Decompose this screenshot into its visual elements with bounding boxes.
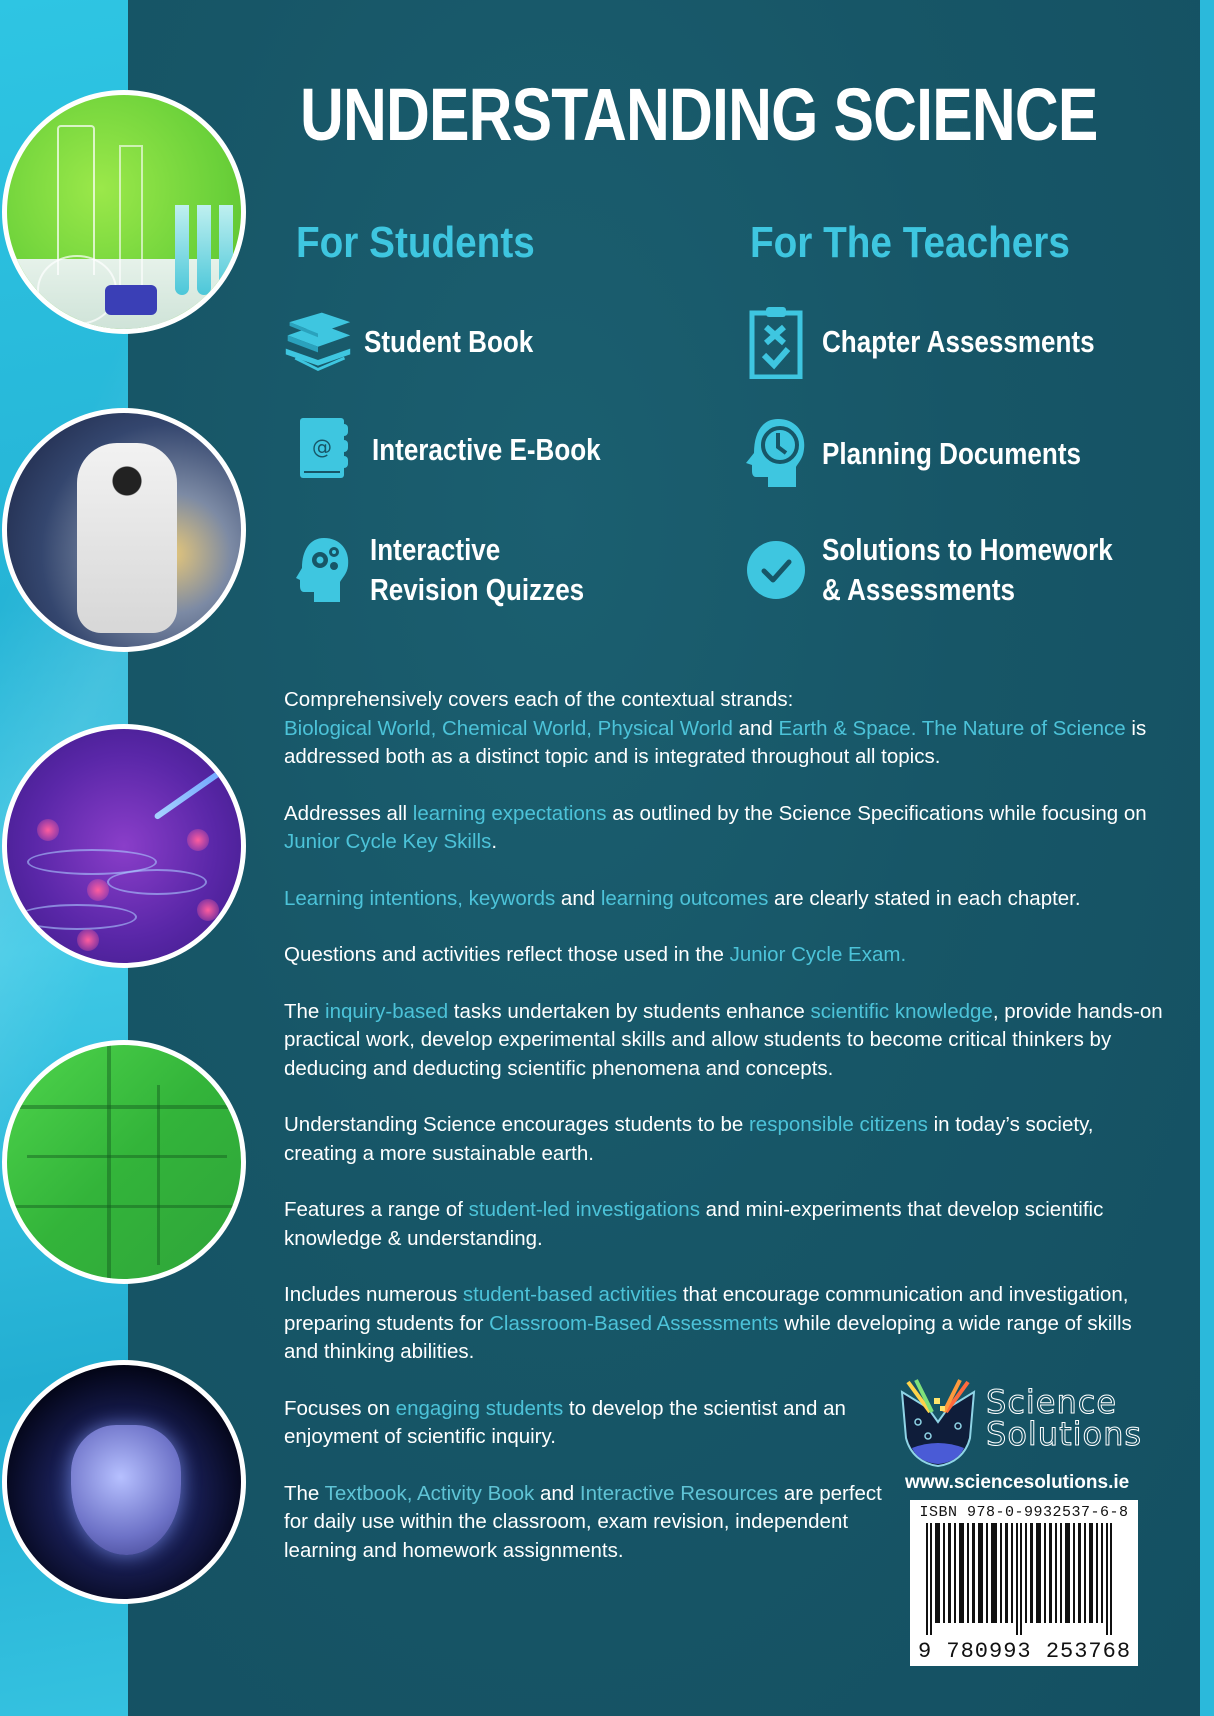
publisher-logo	[898, 1378, 1158, 1468]
ebook-at-icon	[290, 414, 362, 486]
feature-solutions	[740, 530, 1168, 610]
teachers-heading: For The Teachers	[750, 218, 1070, 267]
isbn-barcode	[910, 1500, 1138, 1666]
feature-label: Interactive Revision Quizzes	[370, 532, 585, 607]
page-title: UNDERSTANDING SCIENCE	[300, 73, 1098, 156]
barcode-bars	[926, 1523, 1132, 1635]
feature-label: Interactive E-Book	[372, 432, 601, 467]
circuit-board-photo	[2, 1040, 246, 1284]
feature-interactive-ebook	[290, 414, 644, 486]
feature-label: Solutions to Homework & Assessments	[822, 532, 1113, 607]
svg-text:@: @	[312, 435, 332, 459]
petri-dish-photo	[2, 724, 246, 968]
check-circle-icon	[740, 534, 812, 606]
feature-label: Student Book	[364, 324, 534, 359]
isbn-label: ISBN 978-0-9932537-6-8	[919, 1504, 1129, 1521]
head-clock-icon	[740, 418, 812, 490]
paragraph-inquiry: The inquiry-based tasks undertaken by students enhance scientific knowledge, provide hands-on practical work, develop experimental skills and allow students to become critical thinkers by deducing and deducting scientific phenomena and concepts.	[284, 999, 1163, 1080]
feature-revision-quizzes	[288, 530, 625, 610]
paragraph-investigations: Features a range of student-led investigations and mini-experiments that develop scientific knowledge & understanding.	[284, 1198, 1104, 1250]
publisher-name: Science Solutions	[986, 1383, 1143, 1453]
paragraph-strands: Comprehensively covers each of the contextual strands: Biological World, Chemical World, Physical World and Earth & Space. The Nature of Science is addressed both as a distinct topic and is integrated throughout all topics.	[284, 688, 1147, 768]
paragraph-exam: Questions and activities reflect those used in the Junior Cycle Exam.	[284, 943, 907, 966]
clipboard-check-icon	[740, 306, 812, 378]
feature-planning-documents	[740, 418, 1130, 490]
paragraph-learning-expectations: Addresses all learning expectations as outlined by the Science Specifications while focusing on Junior Cycle Key Skills.	[284, 801, 1147, 853]
lab-glassware-photo	[2, 90, 246, 334]
paragraph-engaging: Focuses on engaging students to develop the scientist and an enjoyment of scientific inquiry.	[284, 1396, 846, 1448]
astronaut-photo	[2, 408, 246, 652]
books-stack-icon	[282, 306, 354, 378]
feature-label: Planning Documents	[822, 436, 1081, 471]
barcode-number: 9 780993 253768	[918, 1639, 1132, 1664]
right-edge-strip	[1200, 0, 1214, 1716]
paragraph-learning-intentions: Learning intentions, keywords and learning outcomes are clearly stated in each chapter.	[284, 886, 1081, 910]
feature-student-book	[282, 306, 566, 378]
shield-logo-icon	[898, 1378, 978, 1468]
students-heading: For Students	[296, 218, 535, 267]
paragraph-citizens: Understanding Science encourages students to be responsible citizens in today’s society, creating a more sustainable earth.	[284, 1113, 1094, 1165]
head-gears-icon	[288, 534, 360, 606]
feature-chapter-assessments	[740, 306, 1147, 378]
paragraph-resources: The Textbook, Activity Book and Interactive Resources are perfect for daily use within the classroom, exam revision, independent learning and homework assignments.	[284, 1481, 882, 1562]
feature-label: Chapter Assessments	[822, 324, 1095, 359]
heart-xray-photo	[2, 1360, 246, 1604]
publisher-url[interactable]: www.sciencesolutions.ie	[905, 1472, 1130, 1493]
paragraph-activities: Includes numerous student-based activities that encourage communication and investigation, preparing students for Classroom-Based Assessments while developing a wide range of skills and thinking abilities.	[284, 1283, 1132, 1363]
